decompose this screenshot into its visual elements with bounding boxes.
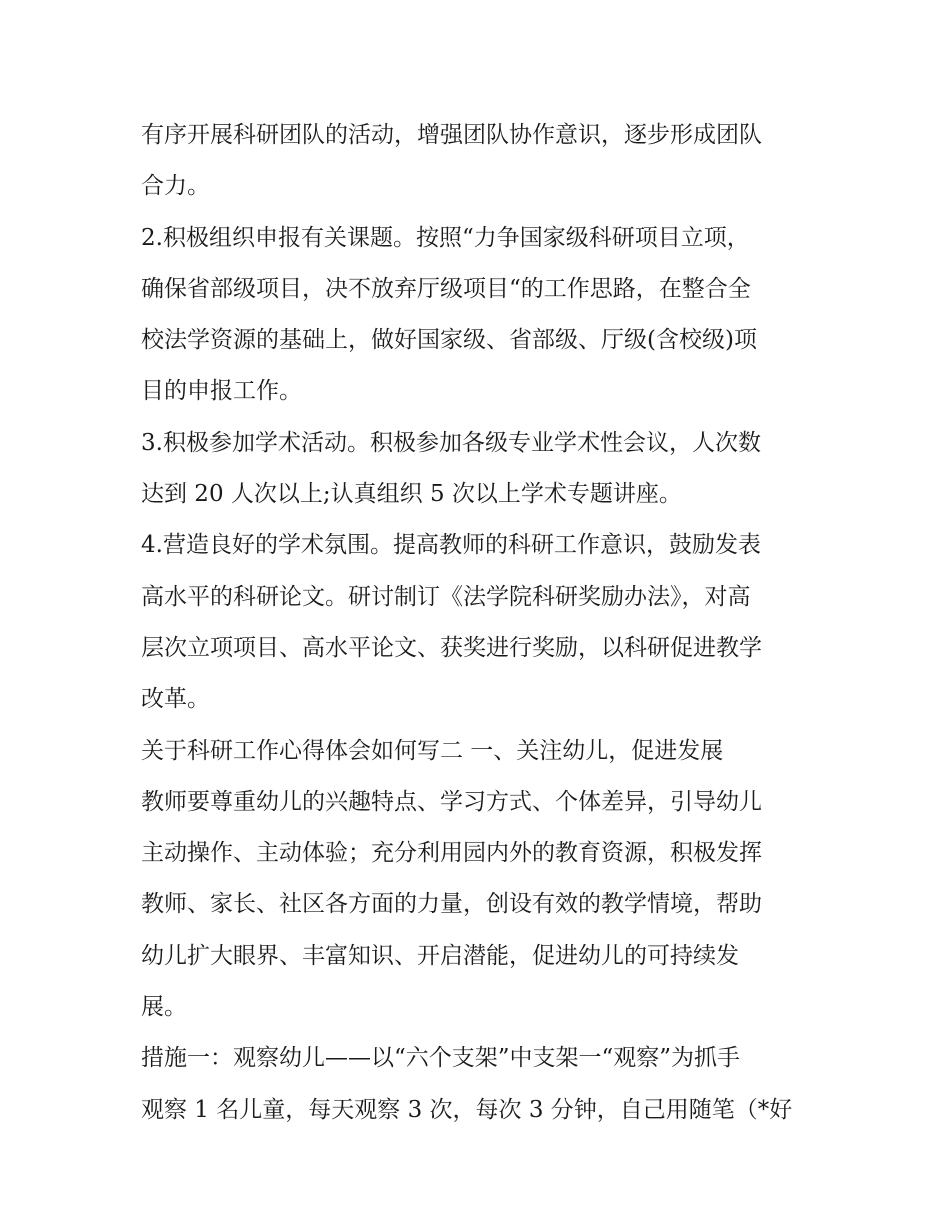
paragraph-line: 教师要尊重幼儿的兴趣特点、学习方式、个体差异，引导幼儿 — [141, 788, 762, 815]
paragraph-line: 4.营造良好的学术氛围。提高教师的科研工作意识，鼓励发表 — [141, 532, 761, 559]
paragraph-line: 观察 1 名儿童，每天观察 3 次，每次 3 分钟，自己用随笔（*好 — [141, 1096, 793, 1123]
paragraph-line: 层次立项项目、高水平论文、获奖进行奖励，以科研促进教学 — [141, 634, 762, 661]
paragraph-line: 措施一：观察幼儿——以“六个支架”中支架一“观察”为抓手 — [141, 1045, 741, 1072]
paragraph-line: 展。 — [141, 994, 187, 1021]
paragraph-line: 改革。 — [141, 686, 210, 713]
paragraph-line: 有序开展科研团队的活动，增强团队协作意识，逐步形成团队 — [141, 122, 762, 148]
paragraph-line: 幼儿扩大眼界、丰富知识、开启潜能，促进幼儿的可持续发 — [141, 942, 739, 969]
paragraph-line: 教师、家长、社区各方面的力量，创设有效的教学情境，帮助 — [141, 891, 762, 918]
paragraph-line: 2.积极组织申报有关课题。按照“力争国家级科研项目立项， — [141, 224, 750, 251]
paragraph-line: 合力。 — [141, 173, 210, 200]
section-heading-line: 关于科研工作心得体会如何写二 一、关注幼儿，促进发展 — [141, 737, 724, 764]
paragraph-line: 3.积极参加学术活动。积极参加各级专业学术性会议，人次数 — [141, 429, 761, 456]
document-body — [141, 110, 821, 1136]
paragraph-line: 主动操作、主动体验；充分利用园内外的教育资源，积极发挥 — [141, 840, 762, 867]
paragraph-line: 目的申报工作。 — [141, 378, 302, 405]
paragraph-line: 确保省部级项目，决不放弃厅级项目“的工作思路，在整合全 — [141, 275, 751, 302]
paragraph-line: 高水平的科研论文。研讨制订《法学院科研奖励办法》，对高 — [141, 583, 751, 610]
paragraph-line: 达到 20 人次以上;认真组织 5 次以上学术专题讲座。 — [141, 481, 682, 508]
paragraph-line: 校法学资源的基础上，做好国家级、省部级、厅级(含校级)项 — [141, 327, 757, 354]
